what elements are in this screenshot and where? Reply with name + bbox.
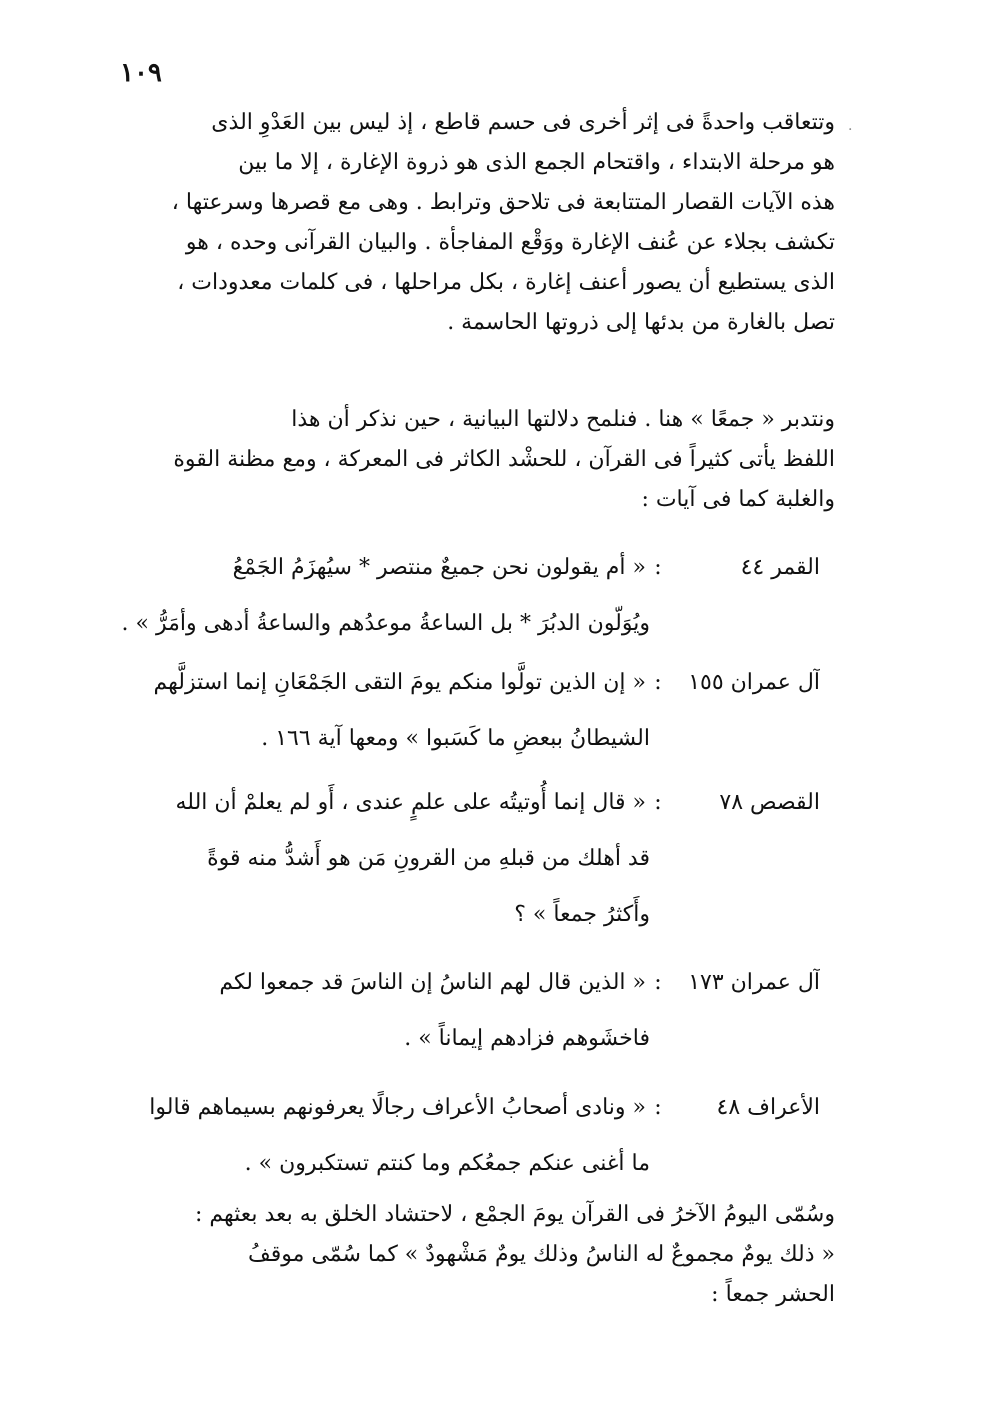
text-line: تصل بالغارة من بدئها إلى ذروتها الحاسمة . [447, 310, 835, 335]
verse-line: قد أهلك من قبلهِ من القرونِ مَن هو أَشدُّ منه قوةً [207, 846, 650, 871]
verse-reference: آل عمران ١٥٥ [688, 670, 820, 695]
page-number: ١٠٩ [120, 58, 162, 88]
quote-al-imran-155: آل عمران ١٥٥:« إن الذين تولَّوا منكم يومَ التقى الجَمْعَانِ إنما استزلَّهم الشيطانُ ببعضِ ما كَسَبوا » ومعها آية ١٦٦ . [120, 655, 820, 767]
text-line: تكشف بجلاء عن عُنف الإغارة ووَقْع المفاجأة . والبيان القرآنى وحده ، هو [185, 230, 835, 255]
text-line: « ذلك يومٌ مجموعٌ له الناسُ وذلك يومٌ مَشْهودٌ » كما سُمّى موقفُ [247, 1242, 835, 1267]
verse-line: « الذين قال لهم الناسُ إن الناسَ قد جمعوا لكم [219, 970, 646, 995]
verse-line: ويُوَلّون الدبُرَ * بل الساعةُ موعدُهم والساعةُ أدهى وأمَرُّ » . [121, 611, 650, 636]
verse-line: فاخشَوهم فزادهم إيماناً » . [404, 1026, 650, 1051]
verse-line: ما أغنى عنكم جمعُكم وما كنتم تستكبرون » . [244, 1151, 650, 1176]
quote-araf-48: الأعراف ٤٨:« ونادى أصحابُ الأعراف رجالًا يعرفونهم بسيماهم قالوا ما أغنى عنكم جمعُكم وما كنتم تستكبرون » . [120, 1080, 820, 1192]
verse-line: الشيطانُ ببعضِ ما كَسَبوا » ومعها آية ١٦٦ . [261, 726, 650, 751]
text-line: الذى يستطيع أن يصور أعنف إغارة ، بكل مراحلها ، فى كلمات معدودات ، [177, 270, 835, 295]
verse-reference: آل عمران ١٧٣ [688, 970, 820, 995]
paragraph-2 [120, 400, 835, 520]
quote-qasas-78: القصص ٧٨:« قال إنما أُوتيتُه على علمٍ عندى ، أَو لم يعلمْ أن الله قد أهلك من قبلهِ من القرونِ مَن هو أَشدُّ منه قوةً وأَكثرُ جمعاً » ؟ [120, 775, 820, 943]
margin-mark: . [848, 118, 853, 134]
text-line: هذه الآيات القصار المتتابعة فى تلاحق وترابط . وهى مع قصرها وسرعتها ، [171, 190, 835, 215]
paragraph-1 [120, 103, 835, 343]
verse-reference: الأعراف ٤٨ [716, 1095, 820, 1120]
paragraph-3 [120, 1195, 835, 1315]
quote-al-imran-173: آل عمران ١٧٣:« الذين قال لهم الناسُ إن الناسَ قد جمعوا لكم فاخشَوهم فزادهم إيماناً » . [120, 955, 820, 1067]
verse-line: « ونادى أصحابُ الأعراف رجالًا يعرفونهم بسيماهم قالوا [149, 1095, 646, 1120]
text-line: والغلبة كما فى آيات : [641, 487, 835, 512]
quote-qamar-44: القمر ٤٤:« أم يقولون نحن جميعٌ منتصر * سيُهزَمُ الجَمْعُ ويُوَلّون الدبُرَ * بل الساعةُ موعدُهم والساعةُ أدهى وأمَرُّ » . [120, 540, 820, 652]
verse-reference: القصص ٧٨ [719, 790, 820, 815]
text-line: هو مرحلة الابتداء ، واقتحام الجمع الذى هو ذروة الإغارة ، إلا ما بين [238, 150, 835, 175]
verse-line: « قال إنما أُوتيتُه على علمٍ عندى ، أَو لم يعلمْ أن الله [175, 790, 646, 815]
text-line: الحشر جمعاً : [711, 1282, 835, 1307]
verse-line: « إن الذين تولَّوا منكم يومَ التقى الجَمْعَانِ إنما استزلَّهم [153, 670, 646, 695]
text-line: وسُمّى اليومُ الآخرُ فى القرآن يومَ الجمْع ، لاحتشاد الخلق به بعد بعثهم : [194, 1202, 835, 1227]
text-line: اللفظ يأتى كثيراً فى القرآن ، للحشْد الكاثر فى المعركة ، ومع مظنة القوة [173, 447, 835, 472]
verse-line: « أم يقولون نحن جميعٌ منتصر * سيُهزَمُ الجَمْعُ [232, 555, 646, 580]
text-line: وتتعاقب واحدةً فى إثر أخرى فى حسم قاطع ، إذ ليس بين العَدْوِ الذى [211, 110, 835, 135]
verse-line: وأَكثرُ جمعاً » ؟ [514, 902, 650, 927]
text-line: ونتدبر « جمعًا » هنا . فنلمح دلالتها البيانية ، حين نذكر أن هذا [291, 407, 835, 432]
verse-reference: القمر ٤٤ [740, 555, 820, 580]
